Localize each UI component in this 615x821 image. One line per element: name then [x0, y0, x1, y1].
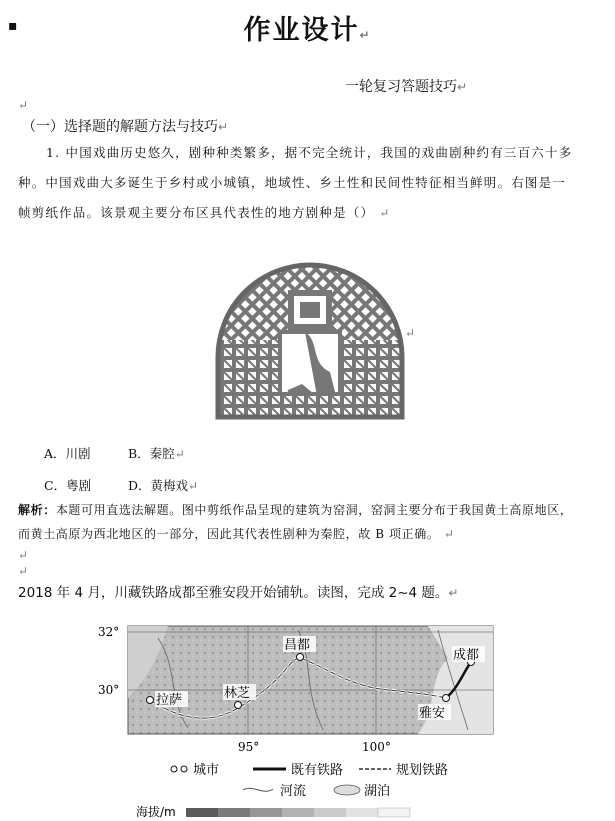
map-legend [136, 762, 448, 819]
svg-text:湖泊: 湖泊 [364, 784, 391, 799]
city-label-chengdu: 成都 [453, 648, 480, 663]
paragraph-mark: ↵ [18, 564, 29, 578]
option-a[interactable]: A．川剧 [44, 446, 91, 461]
question-text: 1. 中国戏曲历史悠久，剧种种类繁多，据不完全统计，我国的戏曲剧种约有三百六十多种。中国戏曲大多诞生于乡村或小城镇，地域性、乡土性和民间性特征相当鲜明。右图是一帧剪纸作品。该景观主要分布区具代表性的地方剧种是（） ↵ [18, 145, 573, 220]
railway-map [98, 618, 508, 821]
question-lead: 2018 年 4 月，川藏铁路成都至雅安段开始铺轨。读图，完成 2~4 题。↵ [18, 585, 459, 601]
bullet-mark: ▪ [8, 18, 18, 34]
svg-text:河流: 河流 [280, 784, 307, 799]
image-mark: ↵ [405, 326, 416, 340]
lat-label-32: 32° [98, 625, 120, 639]
option-c[interactable]: C．粤剧 [44, 478, 92, 493]
page-subtitle: 一轮复习答题技巧↵ [345, 79, 468, 95]
lat-label-30: 30° [98, 683, 120, 697]
option-d[interactable]: D．黄梅戏↵ [128, 478, 199, 493]
lon-label-95: 95° [238, 740, 260, 754]
city-label-linzhi: 林芝 [224, 686, 251, 701]
city-label-lasa: 拉萨 [156, 693, 183, 708]
paragraph-mark: ↵ [18, 548, 29, 562]
svg-text:城市: 城市 [193, 763, 220, 778]
svg-text:海拔/m: 海拔/m [136, 805, 176, 819]
page-title: 作业设计↵ [243, 15, 372, 46]
option-b[interactable]: B．秦腔↵ [128, 446, 185, 461]
paper-cut-image [210, 262, 410, 424]
analysis-text: 解析：本题可用直选法解题。图中剪纸作品呈现的建筑为窑洞，窑洞主要分布于我国黄土高原地区，而黄土高原为西北地区的一部分，因此其代表性剧种为秦腔，故 B 项正确。 ↵ [18, 503, 573, 541]
lon-label-100: 100° [362, 740, 391, 754]
section-heading: （一）选择题的解题方法与技巧↵ [22, 119, 229, 135]
paragraph-mark: ↵ [18, 98, 29, 112]
svg-text:既有铁路: 既有铁路 [291, 763, 344, 778]
svg-text:规划铁路: 规划铁路 [396, 763, 449, 778]
city-label-yaan: 雅安 [419, 706, 446, 721]
city-label-changdu: 昌都 [284, 638, 311, 653]
